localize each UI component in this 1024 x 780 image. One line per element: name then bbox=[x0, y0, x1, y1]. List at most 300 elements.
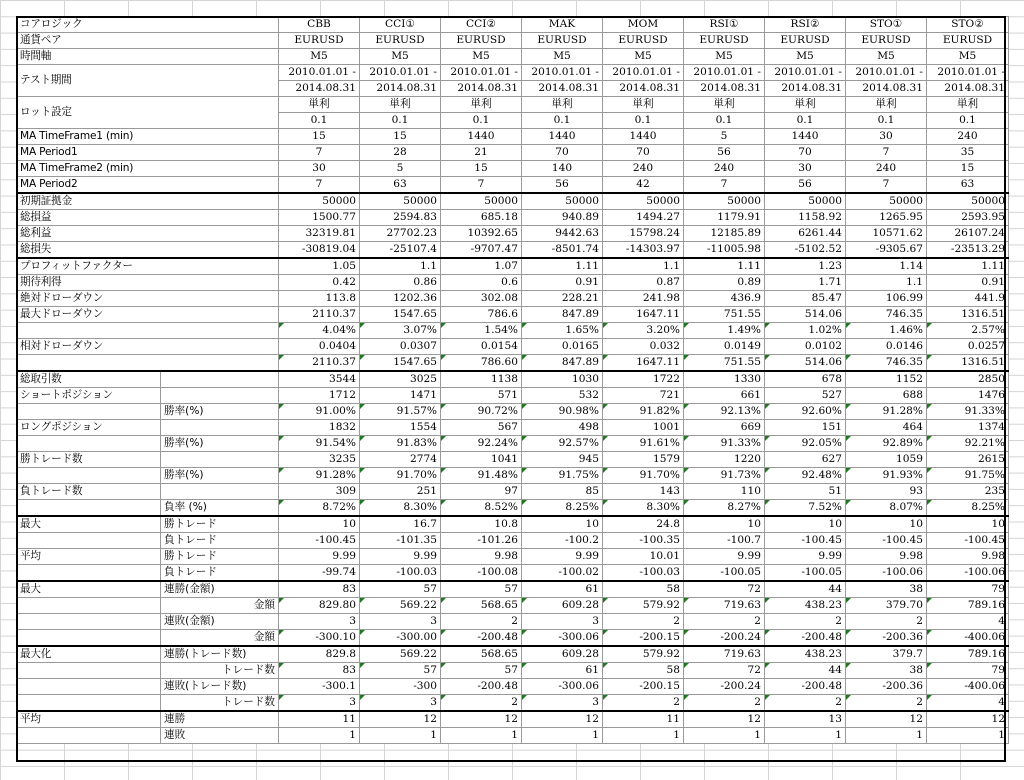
value-cell[interactable]: 15 bbox=[927, 161, 1009, 177]
value-cell[interactable]: 1.1 bbox=[603, 258, 684, 275]
value-cell[interactable]: 2774 bbox=[360, 452, 441, 468]
value-cell[interactable]: -8501.74 bbox=[522, 242, 603, 259]
value-cell[interactable]: 2 bbox=[441, 614, 522, 630]
value-cell[interactable]: -9707.47 bbox=[441, 242, 522, 259]
value-cell[interactable]: 9.99 bbox=[765, 549, 846, 565]
value-cell[interactable]: 0.1 bbox=[441, 113, 522, 129]
value-cell[interactable]: 63 bbox=[360, 177, 441, 194]
value-cell[interactable]: M5 bbox=[765, 49, 846, 65]
value-cell[interactable]: 514.06 bbox=[765, 355, 846, 372]
value-cell[interactable]: 1041 bbox=[441, 452, 522, 468]
value-cell[interactable]: 721 bbox=[603, 388, 684, 404]
value-cell[interactable]: EURUSD bbox=[765, 33, 846, 49]
row-label[interactable]: ロングポジション bbox=[17, 420, 161, 436]
row-label[interactable]: 最大化 bbox=[17, 646, 161, 663]
value-cell[interactable]: M5 bbox=[522, 49, 603, 65]
value-cell[interactable]: 302.08 bbox=[441, 291, 522, 307]
value-cell[interactable]: 1722 bbox=[603, 371, 684, 388]
value-cell[interactable]: -101.35 bbox=[360, 533, 441, 549]
value-cell[interactable]: 2010.01.01 - bbox=[846, 65, 927, 81]
row-label[interactable]: 絶対ドローダウン bbox=[17, 291, 279, 307]
value-cell[interactable]: -100.35 bbox=[603, 533, 684, 549]
value-cell[interactable]: -100.03 bbox=[360, 565, 441, 582]
value-cell[interactable]: 2615 bbox=[927, 452, 1009, 468]
value-cell[interactable]: -300.06 bbox=[522, 679, 603, 695]
value-cell[interactable]: 1202.36 bbox=[360, 291, 441, 307]
value-cell[interactable]: 92.05% bbox=[765, 436, 846, 452]
value-cell[interactable]: 438.23 bbox=[765, 598, 846, 614]
value-cell[interactable]: 2 bbox=[846, 695, 927, 712]
value-cell[interactable]: 1.1 bbox=[846, 275, 927, 291]
value-cell[interactable]: 568.65 bbox=[441, 598, 522, 614]
value-cell[interactable]: 85.47 bbox=[765, 291, 846, 307]
value-cell[interactable]: 50000 bbox=[846, 193, 927, 210]
row-label[interactable]: 勝トレード数 bbox=[17, 452, 161, 468]
value-cell[interactable]: 1440 bbox=[603, 129, 684, 145]
value-cell[interactable]: 240 bbox=[684, 161, 765, 177]
row-label[interactable]: ショートポジション bbox=[17, 388, 161, 404]
value-cell[interactable]: 0.0102 bbox=[765, 339, 846, 355]
value-cell[interactable]: -11005.98 bbox=[684, 242, 765, 259]
row-label[interactable] bbox=[17, 614, 161, 630]
row-sublabel[interactable]: 勝トレード bbox=[161, 549, 279, 565]
value-cell[interactable]: 0.1 bbox=[522, 113, 603, 129]
value-cell[interactable]: 8.25% bbox=[927, 500, 1009, 517]
value-cell[interactable]: 70 bbox=[603, 145, 684, 161]
row-label[interactable]: 負トレード数 bbox=[17, 484, 161, 500]
value-cell[interactable]: 2.57% bbox=[927, 323, 1009, 339]
value-cell[interactable]: 90.72% bbox=[441, 404, 522, 420]
value-cell[interactable]: 1.71 bbox=[765, 275, 846, 291]
value-cell[interactable]: 7 bbox=[684, 177, 765, 194]
value-cell[interactable]: 91.33% bbox=[684, 436, 765, 452]
value-cell[interactable]: 847.89 bbox=[522, 307, 603, 323]
value-cell[interactable]: 13 bbox=[765, 711, 846, 728]
value-cell[interactable]: 57 bbox=[360, 581, 441, 598]
value-cell[interactable]: -200.48 bbox=[765, 630, 846, 647]
value-cell[interactable]: 2110.37 bbox=[279, 307, 360, 323]
value-cell[interactable]: 569.22 bbox=[360, 598, 441, 614]
value-cell[interactable]: 1832 bbox=[279, 420, 360, 436]
value-cell[interactable]: -300.06 bbox=[522, 630, 603, 647]
value-cell[interactable]: 1316.51 bbox=[927, 307, 1009, 323]
value-cell[interactable]: -100.45 bbox=[279, 533, 360, 549]
row-label[interactable]: 最大 bbox=[17, 581, 161, 598]
value-cell[interactable]: -300.00 bbox=[360, 630, 441, 647]
value-cell[interactable]: -400.06 bbox=[927, 630, 1009, 647]
value-cell[interactable]: 143 bbox=[603, 484, 684, 500]
value-cell[interactable]: 1.11 bbox=[684, 258, 765, 275]
value-cell[interactable]: 0.86 bbox=[360, 275, 441, 291]
value-cell[interactable]: 0.0154 bbox=[441, 339, 522, 355]
value-cell[interactable]: 2594.83 bbox=[360, 210, 441, 226]
value-cell[interactable]: 91.83% bbox=[360, 436, 441, 452]
value-cell[interactable]: 2010.01.01 - bbox=[441, 65, 522, 81]
row-sublabel[interactable]: 連敗 bbox=[161, 728, 279, 744]
column-header[interactable]: MOM bbox=[603, 17, 684, 33]
value-cell[interactable]: 単利 bbox=[441, 97, 522, 113]
value-cell[interactable]: M5 bbox=[684, 49, 765, 65]
value-cell[interactable]: 2010.01.01 - bbox=[603, 65, 684, 81]
value-cell[interactable]: 1440 bbox=[765, 129, 846, 145]
value-cell[interactable]: 3.07% bbox=[360, 323, 441, 339]
value-cell[interactable]: 0.1 bbox=[279, 113, 360, 129]
value-cell[interactable]: 2850 bbox=[927, 371, 1009, 388]
value-cell[interactable]: 3 bbox=[279, 614, 360, 630]
value-cell[interactable]: -200.15 bbox=[603, 630, 684, 647]
value-cell[interactable]: 10 bbox=[765, 516, 846, 533]
value-cell[interactable]: 92.60% bbox=[765, 404, 846, 420]
value-cell[interactable]: 1 bbox=[765, 728, 846, 744]
value-cell[interactable]: -100.7 bbox=[684, 533, 765, 549]
value-cell[interactable]: 10 bbox=[684, 516, 765, 533]
value-cell[interactable]: M5 bbox=[846, 49, 927, 65]
value-cell[interactable]: 140 bbox=[522, 161, 603, 177]
value-cell[interactable]: 0.0257 bbox=[927, 339, 1009, 355]
value-cell[interactable]: 91.54% bbox=[279, 436, 360, 452]
value-cell[interactable]: 50000 bbox=[441, 193, 522, 210]
value-cell[interactable]: 単利 bbox=[279, 97, 360, 113]
value-cell[interactable]: 92.21% bbox=[927, 436, 1009, 452]
row-sublabel[interactable]: 負率 (%) bbox=[161, 500, 279, 517]
value-cell[interactable]: 79 bbox=[927, 663, 1009, 679]
column-header[interactable]: STO① bbox=[846, 17, 927, 33]
value-cell[interactable]: 30 bbox=[846, 129, 927, 145]
value-cell[interactable]: 単利 bbox=[522, 97, 603, 113]
value-cell[interactable]: -200.24 bbox=[684, 679, 765, 695]
value-cell[interactable]: EURUSD bbox=[684, 33, 765, 49]
value-cell[interactable]: 1138 bbox=[441, 371, 522, 388]
value-cell[interactable]: 1 bbox=[522, 728, 603, 744]
row-label[interactable] bbox=[17, 663, 161, 679]
value-cell[interactable]: -5102.52 bbox=[765, 242, 846, 259]
value-cell[interactable]: 10392.65 bbox=[441, 226, 522, 242]
value-cell[interactable]: -100.06 bbox=[927, 565, 1009, 582]
value-cell[interactable]: 240 bbox=[846, 161, 927, 177]
value-cell[interactable]: 1 bbox=[603, 728, 684, 744]
value-cell[interactable]: 2010.01.01 - bbox=[360, 65, 441, 81]
value-cell[interactable]: 5 bbox=[360, 161, 441, 177]
value-cell[interactable]: 2014.08.31 bbox=[765, 81, 846, 97]
value-cell[interactable]: 26107.24 bbox=[927, 226, 1009, 242]
value-cell[interactable]: 11 bbox=[279, 711, 360, 728]
row-label[interactable] bbox=[17, 695, 161, 712]
value-cell[interactable]: 7 bbox=[279, 177, 360, 194]
value-cell[interactable]: -200.15 bbox=[603, 679, 684, 695]
value-cell[interactable]: 4.04% bbox=[279, 323, 360, 339]
value-cell[interactable]: -100.08 bbox=[441, 565, 522, 582]
value-cell[interactable]: 609.28 bbox=[522, 598, 603, 614]
row-sublabel[interactable]: トレード数 bbox=[161, 695, 279, 712]
value-cell[interactable]: EURUSD bbox=[927, 33, 1009, 49]
value-cell[interactable]: 9.98 bbox=[846, 549, 927, 565]
value-cell[interactable]: 51 bbox=[765, 484, 846, 500]
row-label[interactable]: 総損失 bbox=[17, 242, 279, 259]
value-cell[interactable]: 2593.95 bbox=[927, 210, 1009, 226]
value-cell[interactable]: 44 bbox=[765, 663, 846, 679]
value-cell[interactable]: 63 bbox=[927, 177, 1009, 194]
value-cell[interactable]: 91.57% bbox=[360, 404, 441, 420]
value-cell[interactable]: 1.14 bbox=[846, 258, 927, 275]
row-label[interactable]: MA Period1 bbox=[17, 145, 279, 161]
value-cell[interactable]: 251 bbox=[360, 484, 441, 500]
value-cell[interactable]: 0.1 bbox=[603, 113, 684, 129]
column-header[interactable]: CCI① bbox=[360, 17, 441, 33]
value-cell[interactable]: 12 bbox=[522, 711, 603, 728]
value-cell[interactable]: -100.03 bbox=[603, 565, 684, 582]
value-cell[interactable]: 0.0165 bbox=[522, 339, 603, 355]
row-sublabel[interactable] bbox=[161, 484, 279, 500]
value-cell[interactable]: 786.6 bbox=[441, 307, 522, 323]
value-cell[interactable]: 532 bbox=[522, 388, 603, 404]
value-cell[interactable]: 70 bbox=[522, 145, 603, 161]
value-cell[interactable]: 91.75% bbox=[522, 468, 603, 484]
value-cell[interactable]: 1179.91 bbox=[684, 210, 765, 226]
value-cell[interactable]: 57 bbox=[441, 663, 522, 679]
value-cell[interactable]: 661 bbox=[684, 388, 765, 404]
value-cell[interactable]: -200.24 bbox=[684, 630, 765, 647]
value-cell[interactable]: 1152 bbox=[846, 371, 927, 388]
value-cell[interactable]: 669 bbox=[684, 420, 765, 436]
value-cell[interactable]: 751.55 bbox=[684, 355, 765, 372]
value-cell[interactable]: 2014.08.31 bbox=[846, 81, 927, 97]
value-cell[interactable]: 85 bbox=[522, 484, 603, 500]
value-cell[interactable]: -101.26 bbox=[441, 533, 522, 549]
value-cell[interactable]: 7 bbox=[441, 177, 522, 194]
value-cell[interactable]: 0.91 bbox=[927, 275, 1009, 291]
value-cell[interactable]: 単利 bbox=[765, 97, 846, 113]
value-cell[interactable]: -200.48 bbox=[765, 679, 846, 695]
value-cell[interactable]: -99.74 bbox=[279, 565, 360, 582]
row-label[interactable] bbox=[17, 436, 161, 452]
value-cell[interactable]: 50000 bbox=[927, 193, 1009, 210]
value-cell[interactable]: 719.63 bbox=[684, 598, 765, 614]
value-cell[interactable]: 2010.01.01 - bbox=[279, 65, 360, 81]
value-cell[interactable]: -200.36 bbox=[846, 679, 927, 695]
value-cell[interactable]: 2014.08.31 bbox=[522, 81, 603, 97]
value-cell[interactable]: 32319.81 bbox=[279, 226, 360, 242]
row-label[interactable]: 通貨ペア bbox=[17, 33, 279, 49]
value-cell[interactable]: 1.11 bbox=[522, 258, 603, 275]
value-cell[interactable]: 10.01 bbox=[603, 549, 684, 565]
value-cell[interactable]: 751.55 bbox=[684, 307, 765, 323]
row-sublabel[interactable]: 金額 bbox=[161, 630, 279, 647]
value-cell[interactable]: 10 bbox=[927, 516, 1009, 533]
value-cell[interactable]: 9.99 bbox=[522, 549, 603, 565]
value-cell[interactable]: 3 bbox=[522, 614, 603, 630]
value-cell[interactable]: EURUSD bbox=[279, 33, 360, 49]
value-cell[interactable]: 0.0307 bbox=[360, 339, 441, 355]
row-label[interactable]: MA TimeFrame2 (min) bbox=[17, 161, 279, 177]
value-cell[interactable]: 30 bbox=[765, 161, 846, 177]
value-cell[interactable]: 0.89 bbox=[684, 275, 765, 291]
value-cell[interactable]: 2110.37 bbox=[279, 355, 360, 372]
value-cell[interactable]: 10.8 bbox=[441, 516, 522, 533]
value-cell[interactable]: 3.20% bbox=[603, 323, 684, 339]
row-sublabel[interactable] bbox=[161, 452, 279, 468]
row-sublabel[interactable]: 連敗(金額) bbox=[161, 614, 279, 630]
value-cell[interactable]: 609.28 bbox=[522, 646, 603, 663]
value-cell[interactable]: 58 bbox=[603, 581, 684, 598]
value-cell[interactable]: EURUSD bbox=[846, 33, 927, 49]
value-cell[interactable]: -100.06 bbox=[846, 565, 927, 582]
value-cell[interactable]: 3 bbox=[360, 695, 441, 712]
value-cell[interactable]: 0.91 bbox=[522, 275, 603, 291]
value-cell[interactable]: 10 bbox=[522, 516, 603, 533]
value-cell[interactable]: 571 bbox=[441, 388, 522, 404]
row-label[interactable] bbox=[17, 500, 161, 517]
value-cell[interactable]: 1 bbox=[360, 728, 441, 744]
value-cell[interactable]: 91.48% bbox=[441, 468, 522, 484]
row-label[interactable]: コアロジック bbox=[17, 17, 279, 33]
value-cell[interactable]: 829.80 bbox=[279, 598, 360, 614]
row-label[interactable] bbox=[17, 598, 161, 614]
value-cell[interactable]: 92.24% bbox=[441, 436, 522, 452]
value-cell[interactable]: 2 bbox=[765, 614, 846, 630]
column-header[interactable]: CCI② bbox=[441, 17, 522, 33]
value-cell[interactable]: 241.98 bbox=[603, 291, 684, 307]
value-cell[interactable]: 2014.08.31 bbox=[684, 81, 765, 97]
row-sublabel[interactable]: 勝率(%) bbox=[161, 436, 279, 452]
value-cell[interactable]: 1440 bbox=[441, 129, 522, 145]
value-cell[interactable]: 92.57% bbox=[522, 436, 603, 452]
value-cell[interactable]: 527 bbox=[765, 388, 846, 404]
value-cell[interactable]: 91.61% bbox=[603, 436, 684, 452]
row-label[interactable] bbox=[17, 630, 161, 647]
value-cell[interactable]: -14303.97 bbox=[603, 242, 684, 259]
value-cell[interactable]: 61 bbox=[522, 663, 603, 679]
value-cell[interactable]: 8.30% bbox=[360, 500, 441, 517]
value-cell[interactable]: 42 bbox=[603, 177, 684, 194]
value-cell[interactable]: 2014.08.31 bbox=[441, 81, 522, 97]
value-cell[interactable]: 0.42 bbox=[279, 275, 360, 291]
value-cell[interactable]: 945 bbox=[522, 452, 603, 468]
value-cell[interactable]: 70 bbox=[765, 145, 846, 161]
value-cell[interactable]: 4 bbox=[927, 695, 1009, 712]
value-cell[interactable]: 498 bbox=[522, 420, 603, 436]
value-cell[interactable]: 11 bbox=[603, 711, 684, 728]
value-cell[interactable]: -100.45 bbox=[846, 533, 927, 549]
row-sublabel[interactable]: 連敗(トレード数) bbox=[161, 679, 279, 695]
value-cell[interactable]: -400.06 bbox=[927, 679, 1009, 695]
value-cell[interactable]: 3025 bbox=[360, 371, 441, 388]
value-cell[interactable]: 1.07 bbox=[441, 258, 522, 275]
column-header[interactable]: MAK bbox=[522, 17, 603, 33]
value-cell[interactable]: 106.99 bbox=[846, 291, 927, 307]
value-cell[interactable]: 16.7 bbox=[360, 516, 441, 533]
value-cell[interactable]: M5 bbox=[441, 49, 522, 65]
value-cell[interactable]: 441.9 bbox=[927, 291, 1009, 307]
value-cell[interactable]: 27702.23 bbox=[360, 226, 441, 242]
value-cell[interactable]: M5 bbox=[927, 49, 1009, 65]
value-cell[interactable]: 91.33% bbox=[927, 404, 1009, 420]
value-cell[interactable]: 569.22 bbox=[360, 646, 441, 663]
value-cell[interactable]: 50000 bbox=[279, 193, 360, 210]
value-cell[interactable]: 579.92 bbox=[603, 598, 684, 614]
value-cell[interactable]: 2 bbox=[603, 614, 684, 630]
value-cell[interactable]: 92.89% bbox=[846, 436, 927, 452]
value-cell[interactable]: 56 bbox=[684, 145, 765, 161]
value-cell[interactable]: 379.70 bbox=[846, 598, 927, 614]
value-cell[interactable]: 7.52% bbox=[765, 500, 846, 517]
value-cell[interactable]: 6261.44 bbox=[765, 226, 846, 242]
row-sublabel[interactable]: トレード数 bbox=[161, 663, 279, 679]
row-label[interactable]: プロフィットファクター bbox=[17, 258, 279, 275]
value-cell[interactable]: M5 bbox=[603, 49, 684, 65]
value-cell[interactable]: 1647.11 bbox=[603, 307, 684, 323]
value-cell[interactable]: 15 bbox=[441, 161, 522, 177]
value-cell[interactable]: 688 bbox=[846, 388, 927, 404]
value-cell[interactable]: 2014.08.31 bbox=[603, 81, 684, 97]
value-cell[interactable]: 3544 bbox=[279, 371, 360, 388]
row-label[interactable]: MA Period2 bbox=[17, 177, 279, 194]
value-cell[interactable]: -300.1 bbox=[279, 679, 360, 695]
value-cell[interactable]: 8.30% bbox=[603, 500, 684, 517]
value-cell[interactable]: 9.98 bbox=[927, 549, 1009, 565]
value-cell[interactable]: -100.05 bbox=[684, 565, 765, 582]
row-label[interactable]: 期待利得 bbox=[17, 275, 279, 291]
value-cell[interactable]: 1 bbox=[927, 728, 1009, 744]
value-cell[interactable]: 50000 bbox=[522, 193, 603, 210]
value-cell[interactable]: 0.1 bbox=[765, 113, 846, 129]
value-cell[interactable]: -100.45 bbox=[927, 533, 1009, 549]
row-label[interactable]: 総取引数 bbox=[17, 371, 161, 388]
value-cell[interactable]: 7 bbox=[279, 145, 360, 161]
value-cell[interactable]: 746.35 bbox=[846, 307, 927, 323]
value-cell[interactable]: 10 bbox=[846, 516, 927, 533]
value-cell[interactable]: 10 bbox=[279, 516, 360, 533]
value-cell[interactable]: -25107.4 bbox=[360, 242, 441, 259]
value-cell[interactable]: 3 bbox=[522, 695, 603, 712]
value-cell[interactable]: 0.032 bbox=[603, 339, 684, 355]
value-cell[interactable]: M5 bbox=[279, 49, 360, 65]
value-cell[interactable]: 1440 bbox=[522, 129, 603, 145]
value-cell[interactable]: 72 bbox=[684, 581, 765, 598]
value-cell[interactable]: 8.52% bbox=[441, 500, 522, 517]
value-cell[interactable]: 379.7 bbox=[846, 646, 927, 663]
value-cell[interactable]: 2 bbox=[684, 695, 765, 712]
value-cell[interactable]: 15798.24 bbox=[603, 226, 684, 242]
value-cell[interactable]: 83 bbox=[279, 581, 360, 598]
value-cell[interactable]: 0.0404 bbox=[279, 339, 360, 355]
row-sublabel[interactable]: 勝率(%) bbox=[161, 404, 279, 420]
value-cell[interactable]: 9.99 bbox=[360, 549, 441, 565]
value-cell[interactable]: 50000 bbox=[603, 193, 684, 210]
value-cell[interactable]: EURUSD bbox=[360, 33, 441, 49]
value-cell[interactable]: 8.25% bbox=[522, 500, 603, 517]
value-cell[interactable]: 0.87 bbox=[603, 275, 684, 291]
value-cell[interactable]: 1471 bbox=[360, 388, 441, 404]
row-sublabel[interactable] bbox=[161, 388, 279, 404]
value-cell[interactable]: -100.05 bbox=[765, 565, 846, 582]
value-cell[interactable]: EURUSD bbox=[603, 33, 684, 49]
value-cell[interactable]: 91.93% bbox=[846, 468, 927, 484]
value-cell[interactable]: 2014.08.31 bbox=[360, 81, 441, 97]
value-cell[interactable]: 719.63 bbox=[684, 646, 765, 663]
value-cell[interactable]: 0.1 bbox=[927, 113, 1009, 129]
value-cell[interactable]: 35 bbox=[927, 145, 1009, 161]
value-cell[interactable]: 38 bbox=[846, 663, 927, 679]
value-cell[interactable]: 7 bbox=[846, 177, 927, 194]
value-cell[interactable]: 50000 bbox=[684, 193, 765, 210]
value-cell[interactable]: 92.13% bbox=[684, 404, 765, 420]
value-cell[interactable]: 12 bbox=[684, 711, 765, 728]
value-cell[interactable]: 464 bbox=[846, 420, 927, 436]
value-cell[interactable]: 97 bbox=[441, 484, 522, 500]
column-header[interactable]: RSI① bbox=[684, 17, 765, 33]
value-cell[interactable]: 1.05 bbox=[279, 258, 360, 275]
value-cell[interactable]: 15 bbox=[360, 129, 441, 145]
